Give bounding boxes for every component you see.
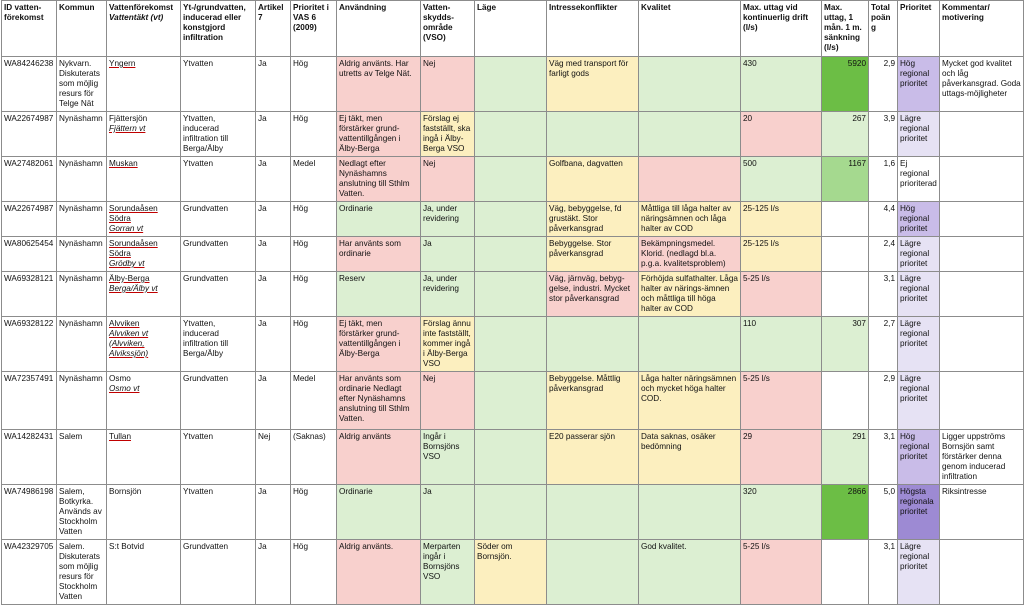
cell-kommentar xyxy=(940,317,1024,372)
cell-prioritet: Lägre regional prioritet xyxy=(898,237,940,272)
cell-total-poang: 2,9 xyxy=(869,372,898,430)
cell-anvandning: Ej täkt, men förstärker grund-vattentillgången i Älby-Berga xyxy=(337,112,421,157)
cell-lage xyxy=(475,237,547,272)
cell-max-uttag-manad xyxy=(822,237,869,272)
cell-kvalitet: Förhöjda sulfathalter. Låga halter av närings-ämnen och måttliga till höga halter av COD xyxy=(639,272,741,317)
cell-kommentar: Ligger uppströms Bornsjön samt förstärker denna genom inducerad infiltration xyxy=(940,430,1024,485)
cell-lage: Söder om Bornsjön. xyxy=(475,540,547,605)
cell-prioritet: Lägre regional prioritet xyxy=(898,317,940,372)
cell-vso: Ja, under revidering xyxy=(421,202,475,237)
cell-max-uttag-manad: 307 xyxy=(822,317,869,372)
cell-id: WA27482061 xyxy=(2,157,57,202)
cell-prioritet: Hög regional prioritet xyxy=(898,202,940,237)
cell-intressekonflikter xyxy=(547,317,639,372)
cell-max-uttag-manad: 2866 xyxy=(822,485,869,540)
cell-artikel7: Ja xyxy=(256,317,291,372)
cell-total-poang: 3,1 xyxy=(869,540,898,605)
vattenforekomst-name: Bornsjön xyxy=(109,487,142,496)
cell-anvandning: Aldrig använts. xyxy=(337,540,421,605)
cell-lage xyxy=(475,372,547,430)
header-intressekonflikter: Intressekonflikter xyxy=(547,1,639,57)
table-row xyxy=(2,430,1024,485)
vattenforekomst-name: Yngern xyxy=(109,59,136,68)
cell-total-poang: 2,7 xyxy=(869,317,898,372)
header-anvandning: Användning xyxy=(337,1,421,57)
table-row xyxy=(2,112,1024,157)
cell-kommun: Nynäshamn xyxy=(57,202,107,237)
cell-artikel7: Ja xyxy=(256,540,291,605)
header-vattenforekomst xyxy=(107,1,181,57)
cell-max-uttag-manad xyxy=(822,540,869,605)
cell-vattenforekomst xyxy=(107,540,181,605)
cell-prioritet-vas: (Saknas) xyxy=(291,430,337,485)
header-row xyxy=(2,1,1024,57)
cell-id: WA22674987 xyxy=(2,202,57,237)
cell-id: WA22674987 xyxy=(2,112,57,157)
cell-id: WA72357491 xyxy=(2,372,57,430)
cell-artikel7: Ja xyxy=(256,57,291,112)
cell-total-poang: 2,9 xyxy=(869,57,898,112)
cell-prioritet-vas: Hög xyxy=(291,317,337,372)
cell-max-uttag: 320 xyxy=(741,485,822,540)
cell-artikel7: Nej xyxy=(256,430,291,485)
cell-max-uttag-manad xyxy=(822,202,869,237)
header-typ: Yt-/grundvatten, inducerad eller konstgjord infiltration xyxy=(181,1,256,57)
cell-prioritet-vas: Medel xyxy=(291,372,337,430)
cell-total-poang: 3,1 xyxy=(869,430,898,485)
cell-artikel7: Ja xyxy=(256,372,291,430)
cell-max-uttag: 29 xyxy=(741,430,822,485)
cell-kommentar xyxy=(940,372,1024,430)
cell-intressekonflikter: Bebyggelse. Stor påverkansgrad xyxy=(547,237,639,272)
vattentakt-name: Berga/Älby vt xyxy=(109,284,158,293)
cell-anvandning: Aldrig använts. Har utretts av Telge Nät. xyxy=(337,57,421,112)
header-max-uttag: Max. uttag vid kontinuerlig drift (l/s) xyxy=(741,1,822,57)
cell-prioritet: Hög regional prioritet xyxy=(898,430,940,485)
cell-id: WA14282431 xyxy=(2,430,57,485)
table-row xyxy=(2,157,1024,202)
cell-kommun: Nynäshamn xyxy=(57,317,107,372)
cell-intressekonflikter xyxy=(547,485,639,540)
vattenforekomst-name: Alvviken xyxy=(109,319,140,328)
cell-kommentar: Mycket god kvalitet och låg påverkansgrad. Goda uttags-möjligheter xyxy=(940,57,1024,112)
table-row xyxy=(2,272,1024,317)
cell-kvalitet: Bekämpningsmedel. Klorid. (nedlagd bl.a. p.g.a. kvalitetsproblem) xyxy=(639,237,741,272)
cell-vattenforekomst xyxy=(107,57,181,112)
cell-vattenforekomst xyxy=(107,430,181,485)
cell-typ: Ytvatten xyxy=(181,57,256,112)
header-lage: Läge xyxy=(475,1,547,57)
cell-id: WA69328122 xyxy=(2,317,57,372)
cell-intressekonflikter: Väg, järnväg, bebyg-gelse, industri. Mycket stor påverkansgrad xyxy=(547,272,639,317)
cell-prioritet: Lägre regional prioritet xyxy=(898,272,940,317)
cell-vso: Ingår i Bornsjöns VSO xyxy=(421,430,475,485)
cell-lage xyxy=(475,272,547,317)
header-total-poang: Total poäng xyxy=(869,1,898,57)
cell-anvandning: Ej täkt, men förstärker grund-vattentillgången i Älby-Berga xyxy=(337,317,421,372)
vattentakt-name: Osmo vt xyxy=(109,384,140,393)
cell-id: WA80625454 xyxy=(2,237,57,272)
cell-prioritet: Hög regional prioritet xyxy=(898,57,940,112)
cell-vattenforekomst xyxy=(107,317,181,372)
cell-typ: Grundvatten xyxy=(181,272,256,317)
cell-typ: Grundvatten xyxy=(181,202,256,237)
header-kvalitet: Kvalitet xyxy=(639,1,741,57)
cell-kommun: Salem. Diskuterats som möjlig resurs för Stockholm Vatten xyxy=(57,540,107,605)
vattentakt-name: Gorran vt xyxy=(109,224,144,233)
cell-kommun: Nynäshamn xyxy=(57,372,107,430)
cell-max-uttag: 110 xyxy=(741,317,822,372)
cell-vso: Nej xyxy=(421,57,475,112)
vattentakt-name: Fjättern vt xyxy=(109,124,146,133)
cell-typ: Grundvatten xyxy=(181,540,256,605)
cell-max-uttag: 20 xyxy=(741,112,822,157)
cell-vso: Nej xyxy=(421,157,475,202)
vattentakt-name: Grödby vt xyxy=(109,259,145,268)
cell-vso: Nej xyxy=(421,372,475,430)
cell-prioritet: Lägre regional prioritet xyxy=(898,112,940,157)
cell-kvalitet xyxy=(639,485,741,540)
cell-vso: Förslag ännu inte fastställt, kommer ingå i Älby-Berga VSO xyxy=(421,317,475,372)
cell-kommun: Salem xyxy=(57,430,107,485)
cell-lage xyxy=(475,430,547,485)
cell-lage xyxy=(475,57,547,112)
cell-kommun: Nykvarn. Diskuterats som möjlig resurs för Telge Nät xyxy=(57,57,107,112)
cell-total-poang: 2,4 xyxy=(869,237,898,272)
cell-id: WA42329705 xyxy=(2,540,57,605)
cell-anvandning: Nedlagt efter Nynäshamns anslutning till Sthlm Vatten. xyxy=(337,157,421,202)
cell-prioritet-vas: Medel xyxy=(291,157,337,202)
header-kommentar: Kommentar/ motivering xyxy=(940,1,1024,57)
cell-artikel7: Ja xyxy=(256,157,291,202)
cell-kvalitet: Måttliga till låga halter av näringsämnen och låga halter av COD xyxy=(639,202,741,237)
cell-kvalitet: God kvalitet. xyxy=(639,540,741,605)
cell-max-uttag-manad: 291 xyxy=(822,430,869,485)
cell-intressekonflikter xyxy=(547,112,639,157)
vattenforekomst-name: S:t Botvid xyxy=(109,542,145,551)
cell-max-uttag: 5-25 l/s xyxy=(741,272,822,317)
cell-lage xyxy=(475,202,547,237)
table-row xyxy=(2,237,1024,272)
cell-prioritet-vas: Hög xyxy=(291,237,337,272)
header-prioritet: Prioritet xyxy=(898,1,940,57)
cell-max-uttag: 25-125 l/s xyxy=(741,202,822,237)
header-vf-label: Vattenförekomst xyxy=(109,3,174,12)
cell-prioritet-vas: Hög xyxy=(291,112,337,157)
cell-kvalitet xyxy=(639,112,741,157)
cell-intressekonflikter: Väg, bebyggelse, fd grustäkt. Stor påverkansgrad xyxy=(547,202,639,237)
table-row xyxy=(2,540,1024,605)
cell-typ: Ytvatten xyxy=(181,430,256,485)
cell-prioritet-vas: Hög xyxy=(291,272,337,317)
cell-intressekonflikter: E20 passerar sjön xyxy=(547,430,639,485)
cell-kommun: Nynäshamn xyxy=(57,112,107,157)
header-vso: Vatten-skydds-område (VSO) xyxy=(421,1,475,57)
cell-prioritet: Lägre regional prioritet xyxy=(898,372,940,430)
header-artikel7: Artikel 7 xyxy=(256,1,291,57)
cell-lage xyxy=(475,317,547,372)
cell-max-uttag: 500 xyxy=(741,157,822,202)
cell-vso: Merparten ingår i Bornsjöns VSO xyxy=(421,540,475,605)
cell-max-uttag-manad xyxy=(822,272,869,317)
cell-intressekonflikter xyxy=(547,540,639,605)
cell-anvandning: Har använts som ordinarie xyxy=(337,237,421,272)
vattenforekomst-name: Tullan xyxy=(109,432,131,441)
table-row xyxy=(2,485,1024,540)
vattenforekomst-name: Sorundaåsen Södra xyxy=(109,204,158,223)
cell-vattenforekomst xyxy=(107,237,181,272)
cell-kvalitet xyxy=(639,57,741,112)
cell-artikel7: Ja xyxy=(256,272,291,317)
header-max-uttag-manad: Max. uttag, 1 mån. 1 m. sänkning (l/s) xyxy=(822,1,869,57)
cell-total-poang: 3,9 xyxy=(869,112,898,157)
cell-anvandning: Har använts som ordinarie Nedlagt efter Nynäshamns anslutning till Sthlm Vatten. xyxy=(337,372,421,430)
cell-prioritet-vas: Hög xyxy=(291,485,337,540)
cell-max-uttag: 5-25 l/s xyxy=(741,372,822,430)
cell-kommun: Nynäshamn xyxy=(57,272,107,317)
cell-intressekonflikter: Bebyggelse. Måttlig påverkansgrad xyxy=(547,372,639,430)
cell-anvandning: Ordinarie xyxy=(337,485,421,540)
cell-kommun: Nynäshamn xyxy=(57,237,107,272)
cell-kvalitet xyxy=(639,157,741,202)
vattenforekomst-name: Osmo xyxy=(109,374,131,383)
cell-kommentar xyxy=(940,272,1024,317)
cell-typ: Ytvatten, inducerad infiltration till Berga/Älby xyxy=(181,112,256,157)
cell-max-uttag-manad: 1167 xyxy=(822,157,869,202)
cell-total-poang: 3,1 xyxy=(869,272,898,317)
vattenforekomst-name: Fjättersjön xyxy=(109,114,148,123)
header-prioritet-vas: Prioritet i VAS 6 (2009) xyxy=(291,1,337,57)
cell-lage xyxy=(475,485,547,540)
cell-kommentar xyxy=(940,157,1024,202)
cell-vso: Ja xyxy=(421,485,475,540)
cell-intressekonflikter: Golfbana, dagvatten xyxy=(547,157,639,202)
cell-typ: Grundvatten xyxy=(181,237,256,272)
cell-typ: Grundvatten xyxy=(181,372,256,430)
cell-prioritet-vas: Hög xyxy=(291,202,337,237)
cell-vattenforekomst xyxy=(107,202,181,237)
cell-kvalitet: Låga halter näringsämnen och mycket höga halter COD. xyxy=(639,372,741,430)
cell-max-uttag-manad: 267 xyxy=(822,112,869,157)
cell-anvandning: Aldrig använts xyxy=(337,430,421,485)
table-row xyxy=(2,202,1024,237)
cell-artikel7: Ja xyxy=(256,237,291,272)
cell-kommentar xyxy=(940,202,1024,237)
cell-prioritet: Ej regional prioriterad xyxy=(898,157,940,202)
cell-lage xyxy=(475,157,547,202)
cell-vattenforekomst xyxy=(107,272,181,317)
cell-prioritet: Högsta regionala prioritet xyxy=(898,485,940,540)
cell-max-uttag-manad xyxy=(822,372,869,430)
cell-id: WA74986198 xyxy=(2,485,57,540)
cell-kommun: Nynäshamn xyxy=(57,157,107,202)
cell-vso: Förslag ej fastställt, ska ingå i Älby-Berga VSO xyxy=(421,112,475,157)
cell-total-poang: 1,6 xyxy=(869,157,898,202)
cell-vattenforekomst xyxy=(107,372,181,430)
vattenforekomst-name: Älby-Berga xyxy=(109,274,150,283)
cell-kvalitet xyxy=(639,317,741,372)
cell-max-uttag: 25-125 l/s xyxy=(741,237,822,272)
water-source-table xyxy=(1,0,1024,605)
table-row xyxy=(2,57,1024,112)
cell-lage xyxy=(475,112,547,157)
header-vt-label: Vattentäkt (vt) xyxy=(109,13,164,22)
header-id: ID vatten-förekomst xyxy=(2,1,57,57)
vattenforekomst-name: Sorundaåsen Södra xyxy=(109,239,158,258)
cell-typ: Ytvatten xyxy=(181,485,256,540)
vattentakt-name: Alvviken vt (Alvviken, Alvikssjön) xyxy=(109,329,149,358)
table-row xyxy=(2,372,1024,430)
cell-max-uttag: 5-25 l/s xyxy=(741,540,822,605)
cell-typ: Ytvatten xyxy=(181,157,256,202)
cell-total-poang: 4,4 xyxy=(869,202,898,237)
cell-id: WA69328121 xyxy=(2,272,57,317)
cell-intressekonflikter: Väg med transport för farligt gods xyxy=(547,57,639,112)
cell-vattenforekomst xyxy=(107,485,181,540)
cell-typ: Ytvatten, inducerad infiltration till Berga/Älby xyxy=(181,317,256,372)
header-kommun: Kommun xyxy=(57,1,107,57)
cell-artikel7: Ja xyxy=(256,112,291,157)
cell-kommentar xyxy=(940,112,1024,157)
cell-vattenforekomst xyxy=(107,112,181,157)
cell-anvandning: Ordinarie xyxy=(337,202,421,237)
cell-vattenforekomst xyxy=(107,157,181,202)
cell-kommentar xyxy=(940,540,1024,605)
cell-artikel7: Ja xyxy=(256,202,291,237)
cell-prioritet-vas: Hög xyxy=(291,57,337,112)
cell-total-poang: 5,0 xyxy=(869,485,898,540)
cell-prioritet-vas: Hög xyxy=(291,540,337,605)
cell-kommentar: Riksintresse xyxy=(940,485,1024,540)
cell-kvalitet: Data saknas, osäker bedömning xyxy=(639,430,741,485)
vattenforekomst-name: Muskan xyxy=(109,159,138,168)
cell-anvandning: Reserv xyxy=(337,272,421,317)
cell-prioritet: Lägre regional prioritet xyxy=(898,540,940,605)
cell-kommun: Salem, Botkyrka. Används av Stockholm Vatten xyxy=(57,485,107,540)
cell-id: WA84246238 xyxy=(2,57,57,112)
cell-vso: Ja xyxy=(421,237,475,272)
cell-vso: Ja, under revidering xyxy=(421,272,475,317)
cell-max-uttag: 430 xyxy=(741,57,822,112)
cell-max-uttag-manad: 5920 xyxy=(822,57,869,112)
cell-artikel7: Ja xyxy=(256,485,291,540)
cell-kommentar xyxy=(940,237,1024,272)
table-row xyxy=(2,317,1024,372)
